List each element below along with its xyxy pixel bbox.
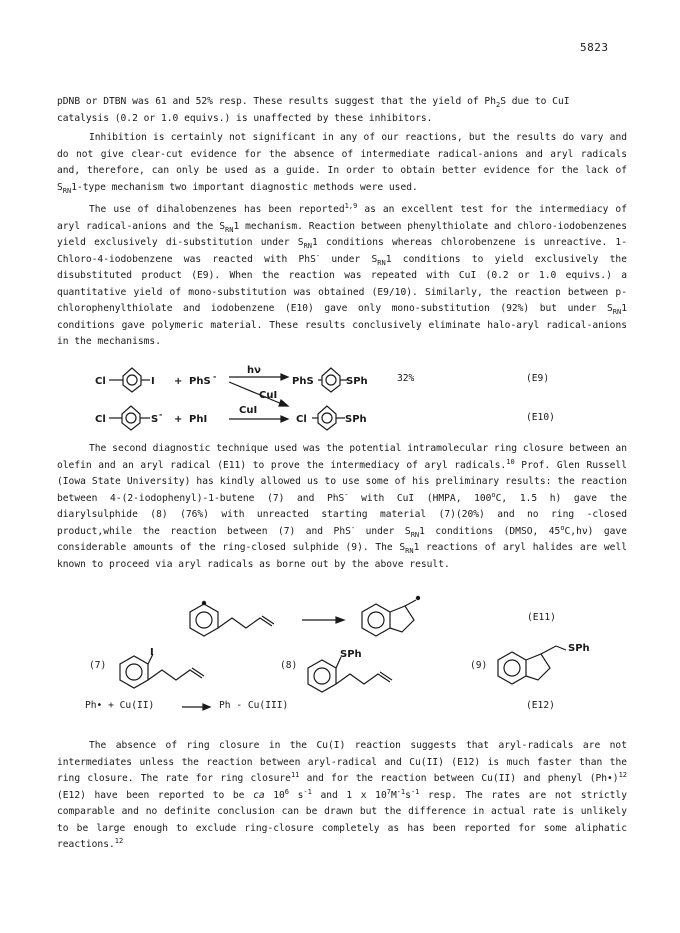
equation-tag-e12: (E12) (526, 700, 555, 711)
equation-tag-e9: (E9) (526, 373, 550, 384)
charge-label: - (213, 372, 217, 381)
page-number: 5823 (580, 41, 609, 54)
benzene-ring-icon (190, 604, 218, 636)
sph-label: SPh (346, 376, 368, 387)
e12-reactants: Ph• + Cu(II) (85, 700, 155, 711)
paragraph-5: The absence of ring closure in the Cu(I) reaction suggests that aryl-radicals are not intermediates unless the reaction between aryl-radical and Cu(II) (E12) is much faster than the ring closure. The rate for ring closure$^{11}$ and for the reaction between Cu(II) and phenyl (Ph•)$^{12}$ (E12) have been reported to be ca $10^6$ $s^{-1}$ and 1 x $10^7M^{-1}s^{-1}$ resp. The rates are not strictly comparable and no definite conclusion can be drawn but the difference in actual rate is unlikely to be large enough to exclude ring-closure completely as has been reported for some aliphatic reactions.$^{12}$ (57, 740, 628, 850)
benzene-ring-icon (120, 656, 148, 688)
cui-label-diagonal: CuI (259, 390, 278, 401)
paragraph-2: Inhibition is certainly not significant in any of our reactions, but the results do vary and do not give clear-cut evidence for the absence of intermediate radical-anions and aryl radicals and, therefore, can only be used as a guide. In order to obtain better evidence for the lack of $S_{RN}1$-type mechanism two important diagnostic methods were used. (57, 132, 627, 195)
compound-label-8: (8) (280, 660, 298, 671)
plus-sign: + (174, 414, 183, 425)
iodine-label: I (151, 376, 155, 387)
thiolate-label: PhS (189, 376, 211, 387)
hv-label: hν (247, 365, 261, 376)
chlorine-label: Cl (296, 414, 307, 425)
sph-label: SPh (568, 643, 590, 654)
sph-label: SPh (340, 649, 362, 660)
iodobenzene-label: PhI (189, 414, 208, 425)
benzene-ring-icon (362, 604, 390, 636)
paragraph-1: pDNB or DTBN was 61 and 52% resp. These results suggest that the yield of $Ph_2S$ due to CuI catalysis (0.2 or 1.0 equivs.) is unaffected by these inhibitors. (57, 96, 570, 124)
phs-prefix-label: PhS (292, 376, 314, 387)
benzene-ring-icon (308, 660, 336, 692)
chlorine-label: Cl (95, 414, 106, 425)
compound-label-9: (9) (470, 660, 488, 671)
cui-label: CuI (239, 405, 258, 416)
sulfur-label: S (151, 414, 159, 425)
iodine-label: I (150, 647, 154, 658)
compound-label-7: (7) (89, 660, 107, 671)
sph-label: SPh (345, 414, 367, 425)
equation-tag-e10: (E10) (526, 412, 555, 423)
benzene-ring-icon (498, 652, 526, 684)
plus-sign: + (174, 376, 183, 387)
e12-product: Ph - Cu(III) (219, 700, 289, 711)
charge-label: - (159, 410, 163, 419)
paragraph-4: The second diagnostic technique used was the potential intramolecular ring closure between an olefin and an aryl radical (E11) to prove the intermediacy of aryl radicals.$^{10}$ Prof. Glen Russell (Iowa State University) has kindly allowed us to use some of his preliminary results: the reaction between 4-(2-iodophenyl)-1-butene (7) and PhS- with CuI (HMPA, 100$^o$C, 1.5 h) gave the diarylsulphide (8) (76%) with unreacted starting material (7)(20%) and no ring -closed product,while the reaction between (7) and PhS- under $S_{RN}1$ conditions (DMSO, 45$^o$C,hν) gave considerable amounts of the ring-closed sulphide (9). The $S_{RN}1$ reactions of aryl halides are well known to proceed via aryl radicals as borne out by the above result. (57, 443, 628, 570)
paragraph-3: The use of dihalobenzenes has been reported$^{1,9}$ as an excellent test for the intermediacy of aryl radical-anions and the $S_{RN}1$ mechanism. Reaction between phenylthiolate and chloro-iodobenzenes yield exclusively di-substitution under $S_{RN}1$ conditions whereas chlorobenzene is unreactive. 1-Chloro-4-iodobenzene was reacted with PhS- under $S_{RN}1$ conditions to yield exclusively the disubstituted product (E9). When the reaction was repeated with CuI (0.2 or 1.0 equivs.) a quantitative yield of mono-substitution was obtained (E9/10). Similarly, the reaction between p-chlorophenylthiolate and iodobenzene (E10) gave only mono-substitution (92%) but under $S_{RN}1$ conditions gave polymeric material. These results conclusively eliminate halo-aryl radical-anions in the mechanisms. (57, 201, 627, 347)
equation-tag-e11: (E11) (527, 612, 556, 623)
chlorine-label: Cl (95, 376, 106, 387)
yield-label: 32% (397, 373, 415, 384)
